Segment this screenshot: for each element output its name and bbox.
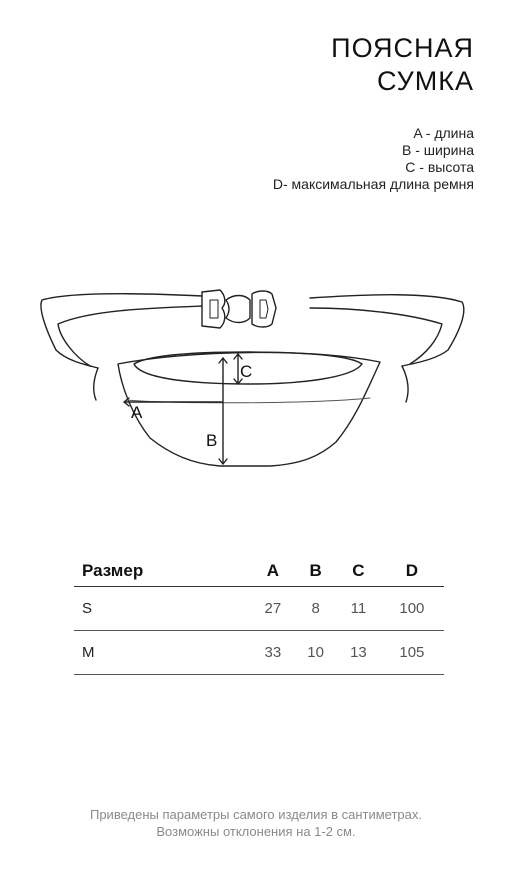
legend-item-c: C - высота	[405, 159, 474, 175]
header-a: A	[251, 556, 294, 587]
table-row	[74, 587, 444, 631]
label-b: B	[206, 431, 218, 450]
footnote	[0, 806, 512, 840]
page-title	[331, 32, 474, 98]
label-c: C	[240, 362, 253, 381]
cell-c: 13	[337, 631, 380, 675]
size-table	[74, 556, 444, 675]
header-b: B	[294, 556, 337, 587]
dimension-b-arrow	[219, 358, 227, 464]
title-line-1: ПОЯСНАЯ	[331, 33, 474, 63]
cell-b: 10	[294, 631, 337, 675]
dimension-legend	[273, 125, 474, 193]
cell-a: 33	[251, 631, 294, 675]
header-size: Размер	[74, 556, 251, 587]
cell-a: 27	[251, 587, 294, 631]
title-line-2: СУМКА	[377, 66, 474, 96]
footnote-line-1: Приведены параметры самого изделия в сантиметрах.	[89, 807, 422, 822]
cell-d: 105	[380, 631, 444, 675]
label-a: A	[131, 403, 143, 422]
header-c: C	[337, 556, 380, 587]
legend-item-d: D- максимальная длина ремня	[272, 176, 474, 192]
table-header-row	[74, 556, 444, 587]
legend-item-a: A - длина	[413, 125, 474, 141]
header-d: D	[380, 556, 444, 587]
cell-d: 100	[380, 587, 444, 631]
cell-size: M	[74, 631, 251, 675]
legend-item-b: B - ширина	[402, 142, 474, 158]
buckle	[202, 290, 276, 328]
cell-b: 8	[294, 587, 337, 631]
waist-bag-diagram	[30, 278, 482, 478]
cell-size: S	[74, 587, 251, 631]
cell-c: 11	[337, 587, 380, 631]
table-row	[74, 631, 444, 675]
footnote-line-2: Возможны отклонения на 1-2 см.	[156, 824, 356, 839]
